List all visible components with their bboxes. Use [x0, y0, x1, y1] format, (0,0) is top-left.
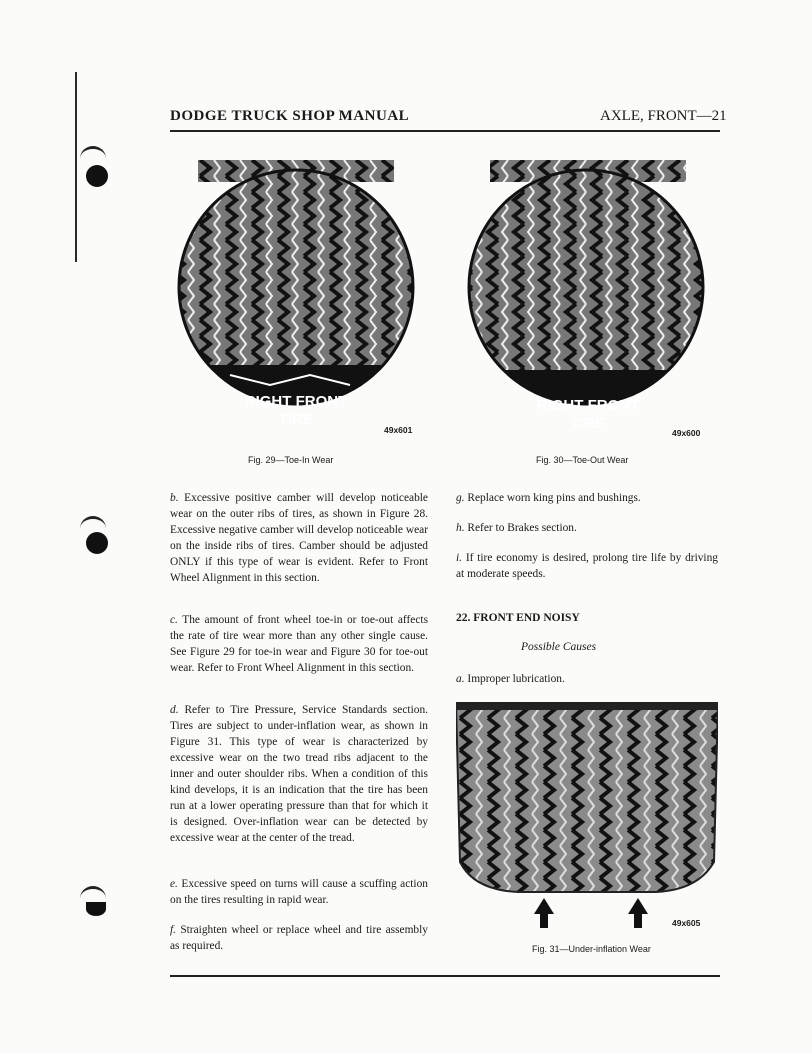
- paragraph-h-text: Refer to Brakes section.: [467, 522, 577, 534]
- paragraph-i: [456, 550, 718, 582]
- figure-30-label-line1: RIGHT FRONT: [536, 397, 640, 414]
- paragraph-g-text: Replace worn king pins and bushings.: [467, 492, 641, 504]
- paragraph-i-letter: i.: [456, 552, 463, 564]
- arrow-up-icon: [534, 898, 554, 928]
- paragraph-f-letter: f.: [170, 924, 177, 936]
- figure-29-label-line2: TIRE: [278, 411, 314, 428]
- cause-a: [456, 671, 718, 687]
- paragraph-g: [456, 490, 718, 506]
- figure-31-tire-illustration: [456, 702, 718, 934]
- figure-29-code: 49x601: [384, 425, 413, 435]
- binding-hole: [86, 165, 108, 187]
- paragraph-d-text: Refer to Tire Pressure, Service Standards section. Tires are subject to under-inflation wear, as shown in Figure 31. This type of wear is characterized by excessive wear on the two tread ribs adjacent to the inner and outer shoulder ribs. When a condition of this kind develops, it is an indication that the tire has been run at a lower operating pressure than that for which it is designed. Over-inflation wear can be detected by excessive wear at the center of the tread.: [170, 704, 428, 844]
- header-rule: [170, 130, 720, 132]
- paragraph-b-text: Excessive positive camber will develop noticeable wear on the outer ribs of tires, as shown in Figure 28. Excessive negative camber will develop noticeable wear on the inside ribs of tires. Camber should be adjusted ONLY if this type of wear is evident. Refer to Front Wheel Alignment in this section.: [170, 492, 428, 584]
- section-heading: 22. FRONT END NOISY: [456, 612, 580, 624]
- figure-31-code: 49x605: [672, 918, 701, 928]
- paragraph-c-text: The amount of front wheel toe-in or toe-out affects the rate of tire wear more than any other single cause. See Figure 29 for toe-in wear and Figure 30 for toe-out wear. Refer to Front Wheel Alignment in this section.: [170, 614, 428, 674]
- paragraph-d: [170, 702, 428, 846]
- paragraph-e: [170, 876, 428, 908]
- paragraph-f-text: Straighten wheel or replace wheel and tire assembly as required.: [170, 924, 428, 952]
- page-edge-line: [75, 72, 77, 262]
- paragraph-d-letter: d.: [170, 704, 179, 716]
- paragraph-h: [456, 520, 718, 536]
- running-header-title: DODGE TRUCK SHOP MANUAL: [170, 108, 410, 124]
- binding-hole: [86, 532, 108, 554]
- paragraph-e-letter: e.: [170, 878, 178, 890]
- possible-causes-subheading: Possible Causes: [521, 641, 597, 653]
- figure-29-caption: Fig. 29—Toe-In Wear: [248, 455, 334, 465]
- arrow-up-icon: [628, 898, 648, 928]
- paragraph-b-letter: b.: [170, 492, 179, 504]
- figure-30-code: 49x600: [672, 428, 701, 438]
- figure-31-caption: Fig. 31—Under-inflation Wear: [532, 944, 651, 954]
- figure-29-label-line1: RIGHT FRONT: [244, 393, 348, 410]
- paragraph-e-text: Excessive speed on turns will cause a scuffing action on the tires resulting in rapid wear.: [170, 878, 428, 906]
- paragraph-c: [170, 612, 428, 676]
- paragraph-b: [170, 490, 428, 586]
- footer-rule: [170, 975, 720, 977]
- paragraph-g-letter: g.: [456, 492, 465, 504]
- figure-29-tire-illustration: [170, 160, 440, 440]
- paragraph-i-text: If tire economy is desired, prolong tire life by driving at moderate speeds.: [456, 552, 718, 580]
- binding-hole: [86, 902, 106, 916]
- figure-30-tire-illustration: [458, 160, 728, 440]
- figure-30-caption: Fig. 30—Toe-Out Wear: [536, 455, 629, 465]
- running-header-section: AXLE, FRONT—21: [600, 108, 727, 124]
- figure-30-label-line2: TIRE: [570, 415, 606, 432]
- paragraph-f: [170, 922, 428, 954]
- cause-a-letter: a.: [456, 673, 465, 685]
- cause-a-text: Improper lubrication.: [467, 673, 565, 685]
- paragraph-c-letter: c.: [170, 614, 178, 626]
- paragraph-h-letter: h.: [456, 522, 465, 534]
